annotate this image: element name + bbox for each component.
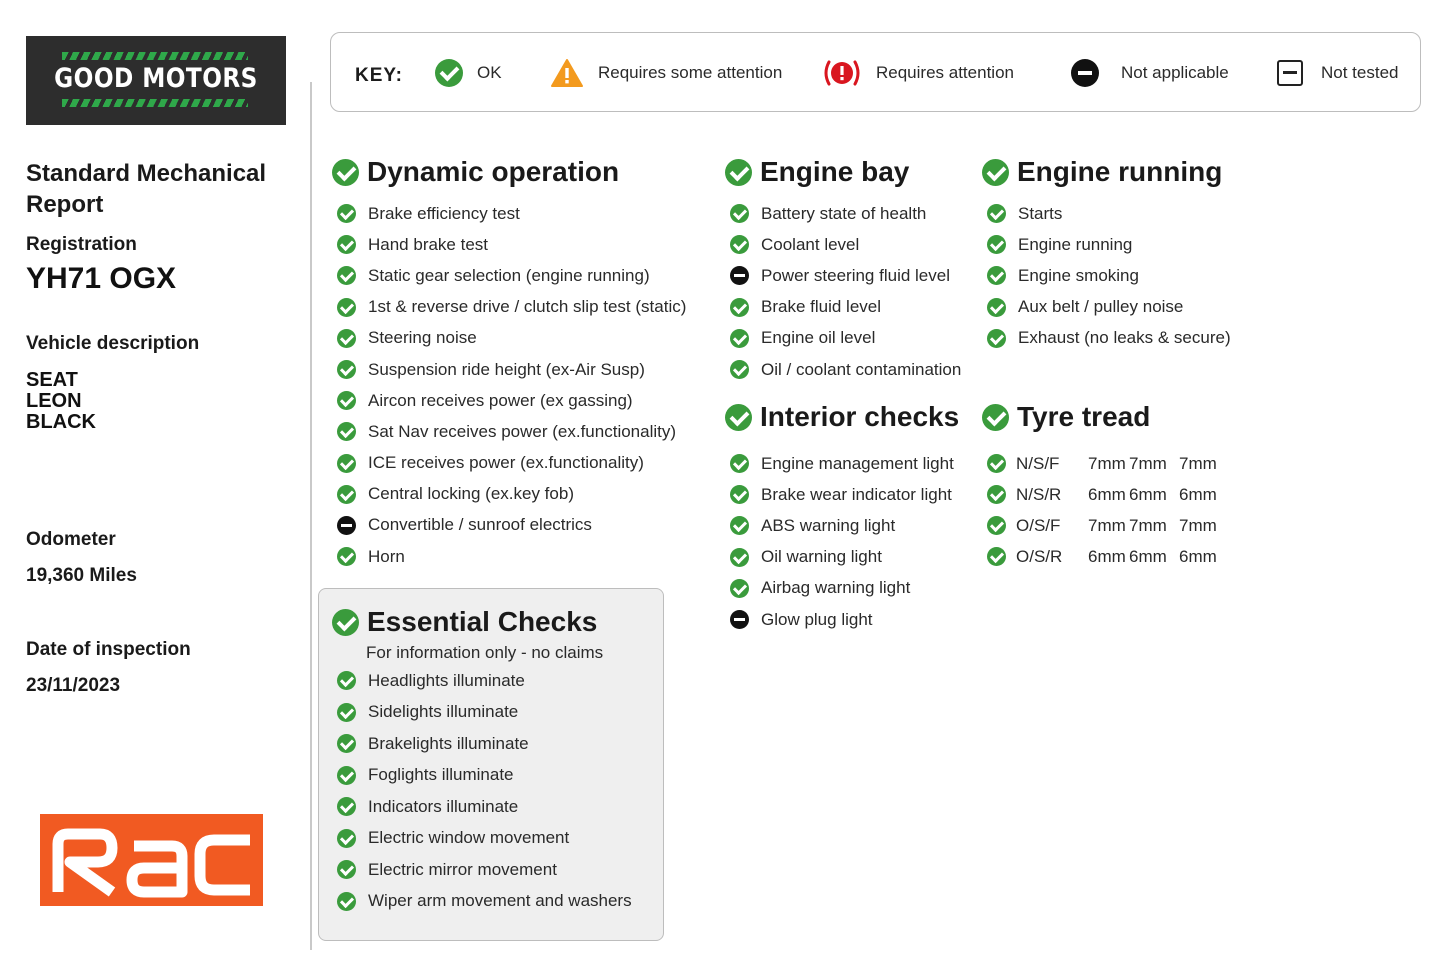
essential-checks-subtitle: For information only - no claims — [366, 643, 604, 662]
check-item — [337, 260, 686, 291]
key-ok — [435, 58, 502, 88]
minus-circle-icon — [1071, 59, 1099, 87]
tyre-position: O/S/R — [1016, 546, 1063, 566]
check-item — [337, 416, 686, 447]
essential-checks-title: Essential Checks — [367, 606, 598, 637]
check-circle-icon — [337, 703, 356, 722]
check-item — [730, 260, 961, 291]
check-circle-icon — [730, 204, 749, 223]
check-circle-icon — [337, 797, 356, 816]
odometer-label: Odometer — [26, 529, 116, 550]
tyre-row — [987, 541, 1220, 572]
rac-logo-letters — [40, 814, 263, 906]
minus-circle-icon — [337, 516, 356, 535]
check-circle-icon — [337, 671, 356, 690]
inspection-date-value: 23/11/2023 — [26, 675, 121, 696]
check-circle-icon — [987, 329, 1006, 348]
status-key — [330, 32, 1421, 112]
tyre-depth: 6mm — [1179, 546, 1217, 566]
check-circle-icon — [337, 329, 356, 348]
tyre-row — [987, 510, 1220, 541]
check-item-label: Horn — [368, 546, 405, 566]
check-item — [337, 760, 632, 792]
vehicle-colour: BLACK — [26, 411, 96, 433]
tyre-depth: 7mm — [1179, 453, 1217, 473]
check-item-label: Brake fluid level — [761, 297, 882, 317]
check-circle-icon — [730, 579, 749, 598]
check-item-label: Exhaust (no leaks & secure) — [1018, 328, 1231, 348]
check-circle-icon — [337, 892, 356, 911]
check-circle-icon — [337, 829, 356, 848]
check-circle-icon — [730, 516, 749, 535]
check-item — [730, 354, 961, 385]
check-item-label: Foglights illuminate — [368, 765, 514, 785]
check-item — [730, 510, 954, 541]
check-item-label: Aircon receives power (ex gassing) — [368, 390, 633, 410]
odometer-value: 19,360 Miles — [26, 565, 137, 586]
logo-text: GOOD MOTORS — [54, 63, 258, 94]
check-circle-icon — [987, 454, 1006, 473]
check-item — [730, 604, 954, 635]
check-item — [987, 323, 1231, 354]
check-item — [987, 229, 1231, 260]
check-item — [337, 886, 632, 918]
check-item-label: Central locking (ex.key fob) — [368, 484, 574, 504]
engine-running-heading — [982, 156, 1222, 188]
check-circle-icon — [987, 485, 1006, 504]
check-item — [337, 229, 686, 260]
check-item-label: Brake efficiency test — [368, 203, 520, 223]
check-circle-icon — [435, 59, 463, 87]
check-item-label: Convertible / sunroof electrics — [368, 515, 592, 535]
check-item — [337, 385, 686, 416]
tyre-row — [987, 448, 1220, 479]
check-item-label: Coolant level — [761, 234, 860, 254]
check-item-label: Brakelights illuminate — [368, 733, 529, 753]
tyre-depth: 7mm — [1088, 515, 1126, 535]
column-divider — [310, 82, 312, 950]
check-item — [337, 854, 632, 886]
check-item-label: Suspension ride height (ex-Air Susp) — [368, 359, 645, 379]
check-item-label: Sidelights illuminate — [368, 702, 519, 722]
registration-label: Registration — [26, 234, 137, 255]
interior-checks-title: Interior checks — [760, 401, 960, 432]
check-item — [730, 479, 954, 510]
check-circle-icon — [337, 391, 356, 410]
check-circle-icon — [730, 454, 749, 473]
interior-checks-list — [730, 448, 954, 635]
check-item-label: Glow plug light — [761, 609, 873, 629]
tyre-depth: 6mm — [1129, 546, 1167, 566]
check-item-label: ICE receives power (ex.functionality) — [368, 453, 644, 473]
vehicle-description — [26, 370, 96, 433]
minus-circle-icon — [730, 266, 749, 285]
check-item — [730, 198, 961, 229]
key-some-attention-text: Requires some attention — [598, 63, 783, 82]
check-circle-icon — [982, 404, 1009, 431]
check-item-label: Brake wear indicator light — [761, 484, 952, 504]
check-item — [337, 791, 632, 823]
essential-checks-list — [337, 665, 632, 917]
check-item-label: Static gear selection (engine running) — [368, 265, 650, 285]
check-item — [337, 665, 632, 697]
check-item-label: Oil / coolant contamination — [761, 359, 962, 379]
tyre-depth: 6mm — [1179, 484, 1217, 504]
tyre-row — [987, 479, 1220, 510]
key-label: KEY: — [355, 65, 403, 86]
engine-running-list — [987, 198, 1231, 354]
logo-stripe-top — [62, 52, 248, 60]
tyre-depth: 6mm — [1129, 484, 1167, 504]
check-item-label: Engine management light — [761, 453, 954, 473]
check-circle-icon — [337, 422, 356, 441]
dynamic-operation-list — [337, 198, 686, 572]
exclamation-alert-icon — [822, 58, 862, 88]
check-item-label: Power steering fluid level — [761, 265, 950, 285]
engine-running-title: Engine running — [1017, 156, 1223, 187]
check-circle-icon — [730, 485, 749, 504]
check-circle-icon — [987, 547, 1006, 566]
check-item-label: Wiper arm movement and washers — [368, 891, 632, 911]
check-circle-icon — [730, 329, 749, 348]
warning-triangle-icon — [550, 58, 584, 88]
check-item-label: 1st & reverse drive / clutch slip test (static) — [368, 297, 687, 317]
check-circle-icon — [337, 235, 356, 254]
key-ok-text: OK — [477, 63, 502, 82]
interior-checks-heading — [725, 401, 959, 433]
tyre-depth: 6mm — [1088, 484, 1126, 504]
check-item — [987, 260, 1231, 291]
check-circle-icon — [337, 454, 356, 473]
check-item — [337, 541, 686, 572]
engine-bay-heading — [725, 156, 909, 188]
check-item — [730, 229, 961, 260]
check-item-label: Steering noise — [368, 328, 477, 348]
tyre-position: N/S/F — [1016, 453, 1060, 473]
key-not-applicable — [1071, 58, 1229, 88]
inspection-date-label: Date of inspection — [26, 639, 191, 660]
check-item — [337, 697, 632, 729]
check-item — [987, 292, 1231, 323]
logo-stripe-bottom — [62, 99, 248, 107]
key-attention — [822, 58, 1014, 88]
check-item — [337, 479, 686, 510]
tyre-position: N/S/R — [1016, 484, 1062, 504]
registration-value: YH71 OGX — [26, 262, 177, 295]
check-item-label: Electric mirror movement — [368, 859, 557, 879]
vehicle-description-label: Vehicle description — [26, 333, 200, 354]
tyre-tread-heading — [982, 401, 1150, 433]
check-circle-icon — [337, 766, 356, 785]
check-item-label: Sat Nav receives power (ex.functionality) — [368, 421, 677, 441]
check-circle-icon — [987, 235, 1006, 254]
check-circle-icon — [332, 609, 359, 636]
dynamic-operation-heading — [332, 156, 619, 188]
tyre-position: O/S/F — [1016, 515, 1061, 535]
check-circle-icon — [337, 734, 356, 753]
check-item — [337, 354, 686, 385]
good-motors-logo — [26, 36, 286, 125]
tyre-depth: 7mm — [1179, 515, 1217, 535]
check-circle-icon — [987, 204, 1006, 223]
check-item — [730, 292, 961, 323]
check-item — [337, 198, 686, 229]
engine-bay-title: Engine bay — [760, 156, 910, 187]
vehicle-make: SEAT — [26, 369, 78, 391]
rac-logo — [40, 814, 263, 906]
tyre-depth: 7mm — [1129, 515, 1167, 535]
check-circle-icon — [725, 159, 752, 186]
check-item-label: Electric window movement — [368, 828, 570, 848]
check-item — [337, 292, 686, 323]
key-attention-text: Requires attention — [876, 63, 1014, 82]
tyre-depth: 6mm — [1088, 546, 1126, 566]
key-not-tested-text: Not tested — [1321, 63, 1399, 82]
key-not-tested — [1277, 58, 1399, 88]
check-item — [337, 728, 632, 760]
check-circle-icon — [730, 360, 749, 379]
check-circle-icon — [730, 548, 749, 567]
check-item-label: ABS warning light — [761, 515, 896, 535]
tyre-tread-title: Tyre tread — [1017, 401, 1151, 432]
check-item — [730, 323, 961, 354]
check-circle-icon — [337, 547, 356, 566]
check-item — [987, 198, 1231, 229]
check-item-label: Engine oil level — [761, 328, 876, 348]
check-circle-icon — [730, 235, 749, 254]
dynamic-operation-title: Dynamic operation — [367, 156, 620, 187]
check-item — [337, 823, 632, 855]
check-circle-icon — [987, 298, 1006, 317]
check-circle-icon — [337, 298, 356, 317]
minus-square-icon — [1277, 60, 1303, 86]
check-circle-icon — [725, 404, 752, 431]
tyre-tread-table — [987, 448, 1220, 572]
check-item-label: Oil warning light — [761, 547, 882, 567]
check-circle-icon — [337, 360, 356, 379]
key-not-applicable-text: Not applicable — [1121, 63, 1229, 82]
engine-bay-list — [730, 198, 961, 385]
check-item-label: Battery state of health — [761, 203, 927, 223]
check-item-label: Engine smoking — [1018, 265, 1139, 285]
check-circle-icon — [987, 516, 1006, 535]
check-item-label: Airbag warning light — [761, 578, 911, 598]
key-some-attention — [550, 58, 782, 88]
essential-checks-heading — [332, 606, 597, 638]
check-item — [730, 448, 954, 479]
check-item — [730, 573, 954, 604]
check-circle-icon — [337, 266, 356, 285]
check-circle-icon — [337, 860, 356, 879]
check-item — [337, 448, 686, 479]
check-circle-icon — [982, 159, 1009, 186]
check-item-label: Headlights illuminate — [368, 670, 525, 690]
check-item-label: Starts — [1018, 203, 1063, 223]
check-circle-icon — [337, 485, 356, 504]
check-item-label: Engine running — [1018, 234, 1133, 254]
check-circle-icon — [337, 204, 356, 223]
tyre-depth: 7mm — [1129, 453, 1167, 473]
check-item-label: Hand brake test — [368, 234, 489, 254]
report-title: Standard Mechanical Report — [26, 160, 267, 218]
check-circle-icon — [987, 266, 1006, 285]
check-item — [337, 510, 686, 541]
check-item-label: Aux belt / pulley noise — [1018, 297, 1184, 317]
check-item — [337, 323, 686, 354]
tyre-depth: 7mm — [1088, 453, 1126, 473]
vehicle-model: LEON — [26, 390, 82, 412]
check-item — [730, 542, 954, 573]
check-circle-icon — [332, 159, 359, 186]
minus-circle-icon — [730, 610, 749, 629]
check-item-label: Indicators illuminate — [368, 796, 519, 816]
check-circle-icon — [730, 298, 749, 317]
